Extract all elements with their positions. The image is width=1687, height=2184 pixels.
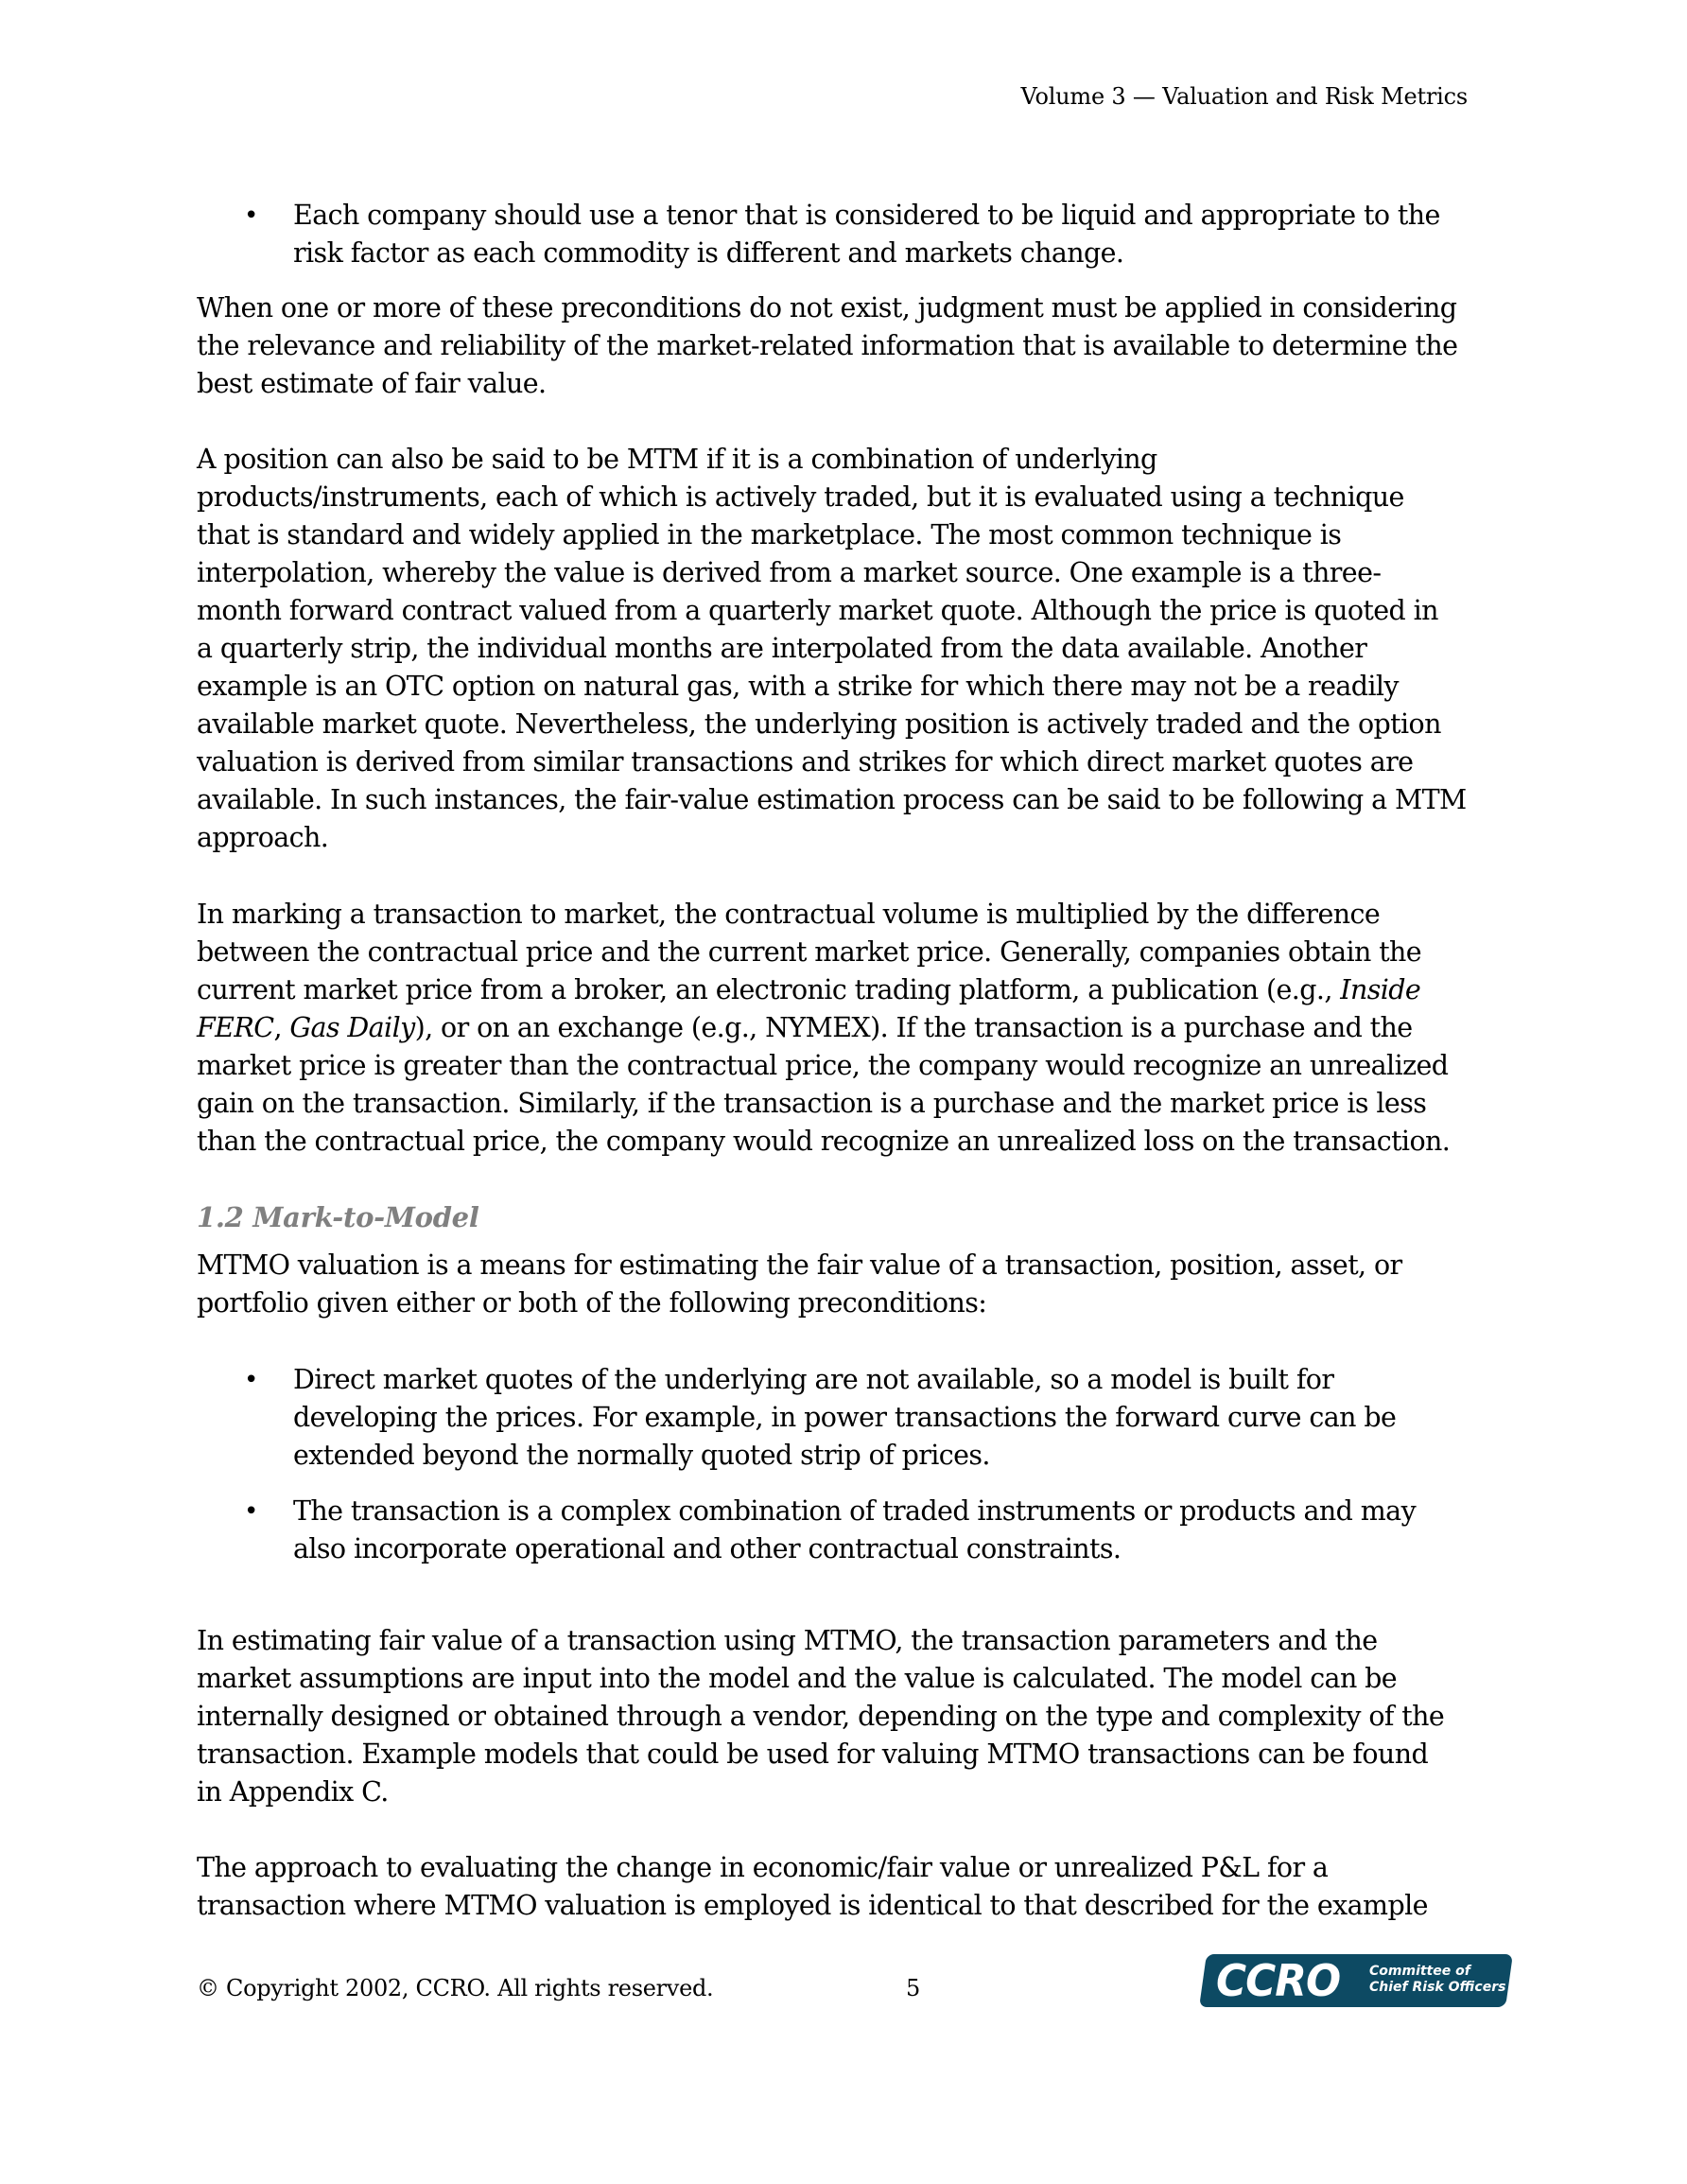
paragraph-line: The approach to evaluating the change in economic/fair value or unrealized P&L for a xyxy=(197,1852,1329,1883)
bullet-text-line: The transaction is a complex combination of traded instruments or products and may xyxy=(293,1495,1417,1527)
paragraph-line: portfolio given either or both of the following preconditions: xyxy=(197,1287,987,1319)
publication-title: FERC xyxy=(197,1012,274,1043)
publication-title: Gas Daily xyxy=(289,1012,415,1043)
paragraph-line: example is an OTC option on natural gas, with a strike for which there may not be a readily xyxy=(197,671,1399,702)
paragraph-line: that is standard and widely applied in the marketplace. The most common technique is xyxy=(197,519,1342,550)
bullet-text-line: extended beyond the normally quoted strip of prices. xyxy=(293,1440,990,1471)
text-run: ), or on an exchange (e.g., NYMEX). If the transaction is a purchase and the xyxy=(414,1012,1413,1043)
logo-wordmark: CCRO xyxy=(1216,1955,1341,2006)
ccro-logo xyxy=(1203,1954,1509,2007)
paragraph-line xyxy=(197,1011,1413,1045)
bullet-text-line: also incorporate operational and other contractual constraints. xyxy=(293,1533,1122,1564)
paragraph-line: MTMO valuation is a means for estimating the fair value of a transaction, position, asset, or xyxy=(197,1249,1402,1281)
logo-subtitle-line: Chief Risk Officers xyxy=(1369,1980,1506,1995)
paragraph-line: market price is greater than the contractual price, the company would recognize an unrealized xyxy=(197,1050,1449,1081)
paragraph-line: gain on the transaction. Similarly, if the transaction is a purchase and the market price is less xyxy=(197,1088,1427,1119)
paragraph-line: month forward contract valued from a quarterly market quote. Although the price is quoted in xyxy=(197,595,1438,626)
paragraph-line: valuation is derived from similar transactions and strikes for which direct market quotes are xyxy=(197,746,1414,778)
section-heading: 1.2 Mark-to-Model xyxy=(197,1201,479,1233)
paragraph-line xyxy=(197,973,1420,1007)
paragraph-line: market assumptions are input into the model and the value is calculated. The model can be xyxy=(197,1663,1398,1694)
bullet-icon: • xyxy=(244,201,259,230)
logo-subtitle-line: Committee of xyxy=(1369,1964,1470,1979)
paragraph-line: internally designed or obtained through a vendor, depending on the type and complexity of the xyxy=(197,1701,1445,1732)
bullet-text-line: risk factor as each commodity is different and markets change. xyxy=(293,237,1124,269)
bullet-icon: • xyxy=(244,1366,259,1394)
paragraph-line: products/instruments, each of which is actively traded, but it is evaluated using a technique xyxy=(197,481,1404,513)
paragraph-line: in Appendix C. xyxy=(197,1776,389,1808)
page-number: 5 xyxy=(906,1975,921,2001)
paragraph-line: A position can also be said to be MTM if it is a combination of underlying xyxy=(197,444,1157,475)
paragraph-line: available market quote. Nevertheless, the underlying position is actively traded and the option xyxy=(197,708,1441,740)
paragraph-line: transaction. Example models that could be used for valuing MTMO transactions can be found xyxy=(197,1738,1429,1770)
bullet-icon: • xyxy=(244,1497,259,1526)
paragraph-line: When one or more of these preconditions do not exist, judgment must be applied in considering xyxy=(197,292,1457,323)
text-run: , xyxy=(273,1012,290,1043)
paragraph-line: best estimate of fair value. xyxy=(197,368,547,399)
publication-title: Inside xyxy=(1340,974,1421,1005)
text-run: current market price from a broker, an electronic trading platform, a publication (e.g., xyxy=(197,974,1341,1005)
bullet-text-line: Each company should use a tenor that is considered to be liquid and appropriate to the xyxy=(293,200,1440,231)
paragraph-line: the relevance and reliability of the market-related information that is available to determine the xyxy=(197,330,1458,361)
paragraph-line: transaction where MTMO valuation is employed is identical to that described for the example xyxy=(197,1890,1428,1921)
bullet-text-line: developing the prices. For example, in power transactions the forward curve can be xyxy=(293,1402,1397,1433)
paragraph-line: In estimating fair value of a transaction using MTMO, the transaction parameters and the xyxy=(197,1625,1378,1656)
paragraph-line: available. In such instances, the fair-value estimation process can be said to be following a MTM xyxy=(197,784,1467,815)
bullet-text-line: Direct market quotes of the underlying are not available, so a model is built for xyxy=(293,1364,1334,1395)
paragraph-line: interpolation, whereby the value is derived from a market source. One example is a three- xyxy=(197,557,1382,588)
paragraph-line: approach. xyxy=(197,822,329,853)
running-header: Volume 3 — Valuation and Risk Metrics xyxy=(1020,83,1468,110)
paragraph-line: between the contractual price and the current market price. Generally, companies obtain the xyxy=(197,936,1422,968)
paragraph-line: a quarterly strip, the individual months are interpolated from the data available. Another xyxy=(197,633,1367,664)
logo-subtitle xyxy=(1369,1964,1505,1996)
copyright-notice: © Copyright 2002, CCRO. All rights reserved. xyxy=(197,1975,714,2001)
paragraph-line: In marking a transaction to market, the contractual volume is multiplied by the difference xyxy=(197,899,1381,930)
paragraph-line: than the contractual price, the company would recognize an unrealized loss on the transaction. xyxy=(197,1126,1451,1157)
